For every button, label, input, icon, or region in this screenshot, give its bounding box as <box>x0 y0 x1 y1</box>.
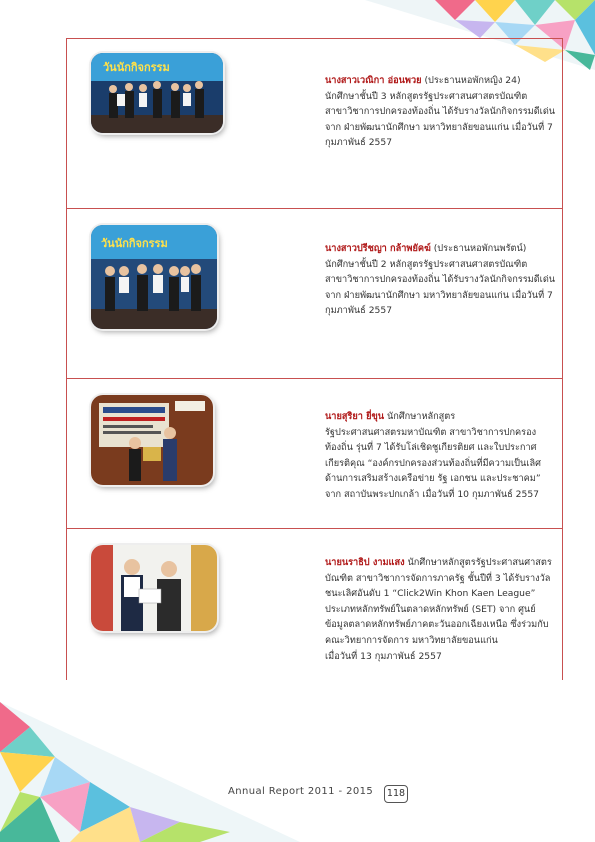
award-line: ท้องถิ่น รุ่นที่ 7 ได้รับโล่เชิดชูเกียรติยศ และใบประกาศ <box>325 442 537 454</box>
award-photo-4 <box>91 545 217 631</box>
award-text-1 <box>325 73 557 151</box>
award-line: รัฐประศาสนศาสตรมหาบัณฑิต สาขาวิชาการปกครอง <box>325 426 537 438</box>
award-text-3 <box>325 409 557 503</box>
award-line: จาก สถาบันพระปกเกล้า เมื่อวันที่ 10 กุมภาพันธ์ 2557 <box>325 488 540 500</box>
photo-banner-1: วันนักกิจกรรม <box>103 61 170 74</box>
award-line: ชนะเลิศอันดับ 1 “Click2Win Khon Kaen League” <box>325 588 536 600</box>
award-line: สาขาวิชาการปกครองท้องถิ่น ได้รับรางวัลนักกิจกรรมดีเด่น <box>325 274 556 286</box>
page-number: 118 <box>384 785 408 803</box>
award-line: ข้อมูลตลาดหลักทรัพย์ภาคตะวันออกเฉียงเหนือ ซึ่งร่วมกับ <box>325 619 549 631</box>
award-text-2 <box>325 241 557 319</box>
corner-decoration-bottom <box>0 682 300 842</box>
award-line: เกียรติคุณ “องค์กรปกครองส่วนท้องถิ่นที่มีความเป็นเลิศ <box>325 457 541 469</box>
award-line: คณะวิทยาการจัดการ มหาวิทยาลัยขอนแก่น <box>325 634 498 646</box>
award-entry-2 <box>67 209 562 379</box>
award-line: กุมภาพันธ์ 2557 <box>325 137 393 149</box>
award-line: บัณฑิต สาขาวิชาการจัดการภาครัฐ ชั้นปีที่ 3 ได้รับรางวัล <box>325 572 551 584</box>
awardee-name-1: นางสาวเวณิกา อ่อนพวย <box>325 75 422 86</box>
award-line: นักศึกษาหลักสูตรรัฐประศาสนศาสตร <box>407 557 552 568</box>
award-line: (ประธานหอพักนพรัตน์) <box>433 243 527 254</box>
award-line: นักศึกษาชั้นปี 2 หลักสูตรรัฐประศาสนศาสตรบัณฑิต <box>325 258 528 270</box>
award-entry-3 <box>67 379 562 529</box>
award-entry-1 <box>67 39 562 209</box>
award-text-4 <box>325 555 557 664</box>
award-line: (ประธานหอพักหญิง 24) <box>424 75 521 86</box>
awardee-name-2: นางสาวปรีชญา กล้าพยัคฆ์ <box>325 243 431 254</box>
award-line: ด้านการเสริมสร้างเครือข่าย รัฐ เอกชน และประชาคม” <box>325 473 541 485</box>
award-line: ประเภทหลักทรัพย์ในตลาดหลักทรัพย์ (SET) จาก ศูนย์ <box>325 603 536 615</box>
report-title-footer: Annual Report 2011 - 2015 <box>228 786 374 797</box>
award-entry-4 <box>67 529 562 681</box>
award-line: กุมภาพันธ์ 2557 <box>325 305 393 317</box>
photo-banner-2: วันนักกิจกรรม <box>101 237 168 250</box>
award-photo-2 <box>91 225 217 329</box>
awards-table <box>66 38 563 680</box>
award-line: จาก ฝ่ายพัฒนานักศึกษา มหาวิทยาลัยขอนแก่น เมื่อวันที่ 7 <box>325 121 553 133</box>
awardee-name-3: นายสุริยา ยี่ขุน <box>325 411 385 422</box>
award-line: สาขาวิชาการปกครองท้องถิ่น ได้รับรางวัลนักกิจกรรมดีเด่น <box>325 106 556 118</box>
award-line: นักศึกษาชั้นปี 3 หลักสูตรรัฐประศาสนศาสตรบัณฑิต <box>325 90 528 102</box>
award-line: นักศึกษาหลักสูตร <box>386 411 456 422</box>
award-line: จาก ฝ่ายพัฒนานักศึกษา มหาวิทยาลัยขอนแก่น เมื่อวันที่ 7 <box>325 289 553 301</box>
award-photo-1 <box>91 53 223 133</box>
awardee-name-4: นายนราธิป งามแสง <box>325 557 405 568</box>
award-photo-3 <box>91 395 213 485</box>
award-line: เมื่อวันที่ 13 กุมภาพันธ์ 2557 <box>325 650 442 662</box>
